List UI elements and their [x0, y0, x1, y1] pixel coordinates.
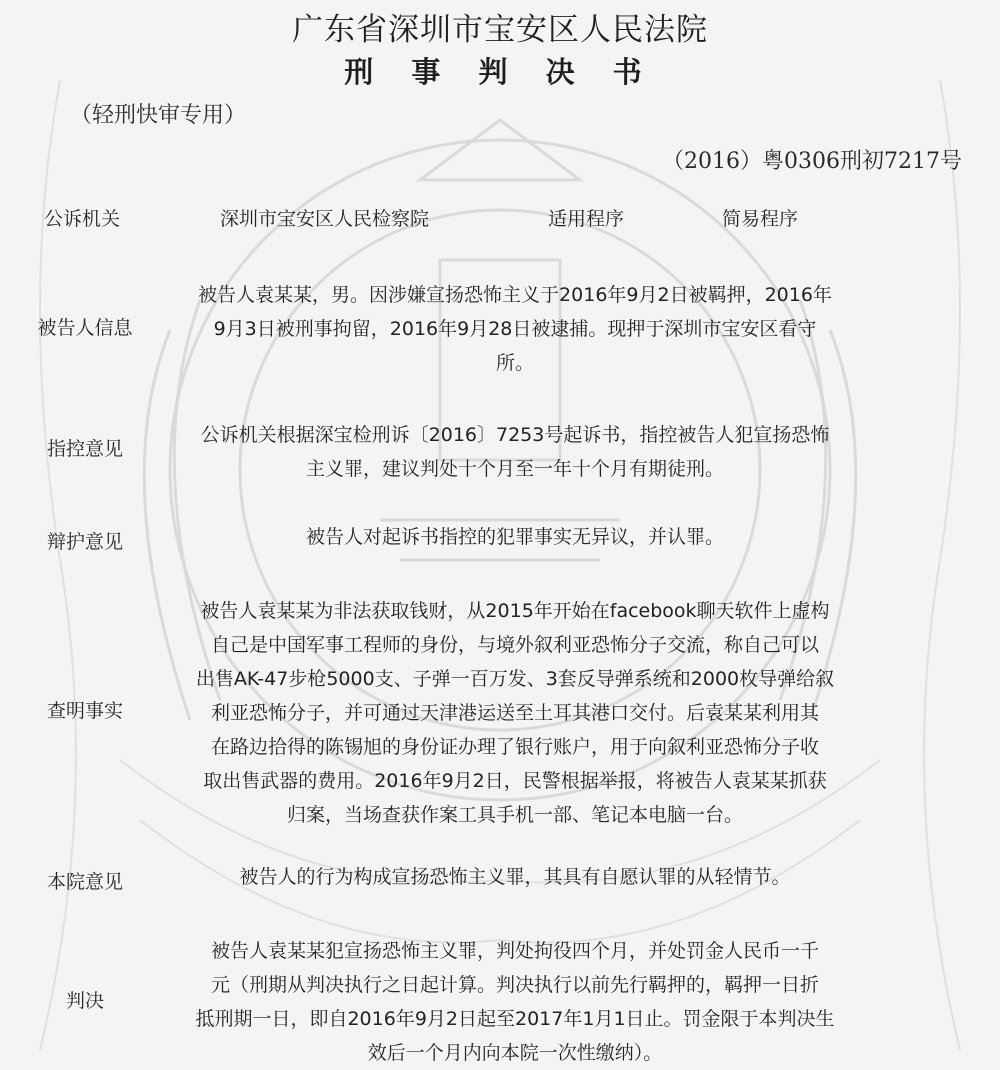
case-number: （2016）粤0306刑初7217号 [662, 149, 962, 174]
charge-text: 公诉机关根据深宝检刑诉〔2016〕7253号起诉书，指控被告人犯宣扬恐怖 主义罪，建议判处十个月至一年十个月有期徒刑。 [200, 424, 830, 480]
procedure-label: 适用程序 [548, 208, 625, 230]
prosecutor-value: 深圳市宝安区人民检察院 [220, 208, 430, 230]
procedure-value: 简易程序 [722, 208, 799, 230]
defendant-label: 被告人信息 [37, 317, 133, 339]
verdict-label: 判决 [65, 990, 104, 1012]
opinion-label: 本院意见 [46, 871, 123, 893]
court-name: 广东省深圳市宝安区人民法院 [292, 12, 708, 48]
facts-text: 被告人袁某某为非法获取钱财，从2015年开始在facebook聊天软件上虚构 自己是中国军事工程师的身份，与境外叙利亚恐怖分子交流，称自己可以 出售AK-47步枪5000支、子弹一百万发、3套反导弹系统和2000枚导弹给叙 利亚恐怖分子，并可通过天津港运送至土耳其港口交付。后袁某某利用其 在路边拾得的陈锡旭的身份证办理了银行账户，用于向叙利亚恐怖分子收 取出售武器的费用。2016年9月2日，民警根据举报，将被告人袁某某抓获 归案，当场查获作案工具手机一部、笔记本电脑一台。 [195, 600, 835, 826]
prosecutor-label: 公诉机关 [44, 208, 121, 230]
procedure-note: （轻刑快审专用） [70, 103, 247, 128]
defense-label: 辩护意见 [46, 531, 123, 553]
facts-label: 查明事实 [46, 700, 123, 722]
charge-label: 指控意见 [46, 438, 123, 460]
defense-text: 被告人对起诉书指控的犯罪事实无异议，并认罪。 [305, 526, 724, 548]
opinion-text: 被告人的行为构成宣扬恐怖主义罪，其具有自愿认罪的从轻情节。 [239, 866, 791, 888]
defendant-text: 被告人袁某某，男。因涉嫌宣扬恐怖主义于2016年9月2日被羁押，2016年 9月3日被刑事拘留，2016年9月28日被逮捕。现押于深圳市宝安区看守 所。 [198, 284, 832, 374]
verdict-text: 被告人袁某某犯宣扬恐怖主义罪，判处拘役四个月，并处罚金人民币一千 元（刑期从判决执行之日起计算。判决执行以前先行羁押的，羁押一日折 抵刑期一日，即自2016年9月2日起至2017年1月1日止。罚金限于本判决生 效后一个月内向本院一次性缴纳）。 [195, 940, 835, 1064]
document-type-title: 刑 事 判 决 书 [344, 55, 656, 89]
